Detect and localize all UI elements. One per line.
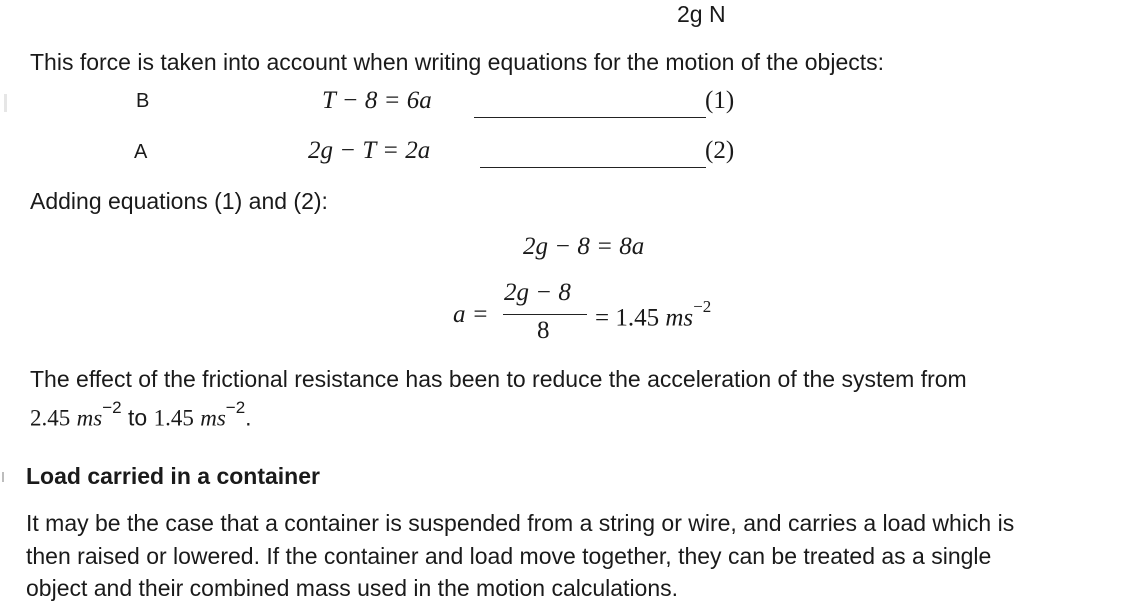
section-heading: Load carried in a container	[26, 463, 320, 489]
acceleration-result	[595, 297, 712, 332]
end-punct: .	[245, 404, 252, 431]
from-value: 2.45	[30, 405, 71, 431]
equation-1: T − 8 = 6a	[322, 87, 432, 114]
fraction-denominator: 8	[537, 317, 550, 344]
fraction-bar	[503, 314, 587, 315]
margin-marker	[4, 94, 7, 112]
to-value: 1.45	[153, 405, 194, 431]
effect-text-line1: The effect of the frictional resistance has been to reduce the acceleration of the system from	[30, 366, 967, 392]
fraction-numerator: 2g − 8	[504, 279, 571, 306]
result-unit: ms	[665, 304, 694, 332]
equation-object-label: B	[136, 90, 150, 112]
equation-1-number: (1)	[705, 87, 735, 114]
to-unit: ms	[200, 405, 226, 431]
from-exponent: −2	[102, 398, 122, 417]
acceleration-lhs: a =	[453, 301, 489, 328]
from-unit: ms	[76, 405, 103, 431]
result-exponent: −2	[693, 297, 712, 316]
adding-text: Adding equations (1) and (2):	[30, 188, 328, 214]
section-paragraph-line: It may be the case that a container is suspended from a string or wire, and carries a load which is	[26, 510, 1015, 536]
equation-2-blank	[480, 167, 706, 168]
equation-2-number: (2)	[705, 137, 735, 164]
equation-1-blank	[474, 117, 706, 118]
force-label: 2g N	[677, 1, 726, 27]
equation-object-label: A	[134, 141, 148, 163]
effect-text-line2	[30, 396, 252, 435]
connector-text: to	[121, 404, 154, 431]
margin-marker	[2, 472, 4, 482]
intro-text: This force is taken into account when writing equations for the motion of the objects:	[30, 49, 885, 75]
equation-2: 2g − T = 2a	[308, 137, 431, 164]
section-paragraph-line: object and their combined mass used in the motion calculations.	[26, 575, 679, 601]
result-value: = 1.45	[595, 304, 660, 332]
section-paragraph-line: then raised or lowered. If the container and load move together, they can be treated as a single	[26, 543, 992, 569]
combined-equation: 2g − 8 = 8a	[523, 233, 645, 260]
to-exponent: −2	[225, 398, 246, 417]
